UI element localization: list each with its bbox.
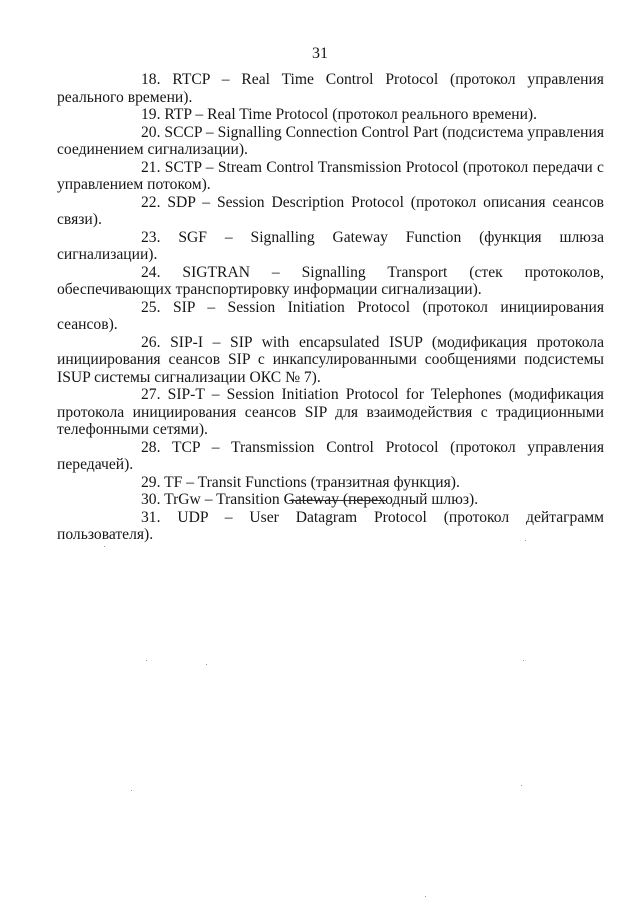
list-item [57, 299, 604, 334]
abbreviation-list [57, 71, 604, 544]
item-number: 31. [141, 508, 161, 526]
item-text: TrGw – Transition Gateway (переходный шлюз). [164, 491, 479, 508]
item-number: 25. [141, 298, 161, 316]
list-item [57, 334, 604, 387]
list-item [57, 474, 604, 492]
scan-speck [206, 664, 207, 665]
page-number: 31 [312, 45, 328, 62]
item-number: 28. [141, 438, 161, 456]
list-item [57, 386, 604, 439]
item-text: SIP-T – Session Initiation Protocol for Telephones (модификация протокола инициирования сеансов SIP для взаимодействия с традиционными телефонными сетями). [57, 386, 604, 438]
item-number: 20. [141, 123, 161, 141]
item-number: 23. [141, 228, 161, 246]
item-number: 24. [141, 263, 161, 281]
item-text: UDP – User Datagram Protocol (протокол дейтаграмм пользователя). [57, 508, 604, 543]
list-item [57, 159, 604, 194]
end-separator-line [289, 500, 387, 501]
item-number: 27. [141, 386, 161, 403]
item-number: 29. [141, 473, 161, 491]
scan-speck [425, 896, 426, 897]
scan-speck [523, 660, 524, 661]
list-item [57, 106, 604, 124]
scan-speck [521, 785, 522, 786]
list-item [57, 229, 604, 264]
item-text: TF – Transit Functions (транзитная функция). [164, 473, 460, 491]
scan-speck [104, 546, 105, 547]
list-item [57, 71, 604, 106]
item-text: TCP – Transmission Control Protocol (протокол управления передачей). [57, 438, 604, 473]
item-text: SIGTRAN – Signalling Transport (стек протоколов, обеспечивающих транспортировку информации сигнализации). [57, 263, 604, 298]
item-number: 26. [141, 333, 161, 351]
list-item [57, 124, 604, 159]
list-item [57, 194, 604, 229]
item-text: SCCP – Signalling Connection Control Part (подсистема управления соединением сигнализации). [57, 123, 604, 158]
item-number: 21. [141, 158, 161, 176]
list-item [57, 264, 604, 299]
item-text: SIP – Session Initiation Protocol (протокол инициирования сеансов). [57, 298, 604, 333]
list-item [57, 509, 604, 544]
item-text: SCTP – Stream Control Transmission Protocol (протокол передачи с управлением потоком). [57, 158, 604, 193]
list-item [57, 439, 604, 474]
scan-speck [146, 660, 147, 661]
item-number: 19. [141, 106, 161, 123]
item-text: RTCP – Real Time Control Protocol (протокол управления реального времени). [57, 71, 604, 106]
item-number: 18. [141, 71, 161, 88]
item-text: RTP – Real Time Protocol (протокол реального времени). [164, 106, 538, 123]
item-number: 22. [141, 193, 161, 211]
item-text: SGF – Signalling Gateway Function (функция шлюза сигнализации). [57, 228, 604, 263]
item-text: SIP-I – SIP with encapsulated ISUP (модификация протокола инициирования сеансов SIP с инкапсулированными сообщениями подсистемы ISUP системы сигнализации ОКС № 7). [57, 333, 604, 386]
item-number: 30. [141, 491, 161, 508]
item-text: SDP – Session Description Protocol (протокол описания сеансов связи). [57, 193, 604, 228]
scan-speck [131, 790, 132, 791]
scan-speck [525, 540, 526, 541]
